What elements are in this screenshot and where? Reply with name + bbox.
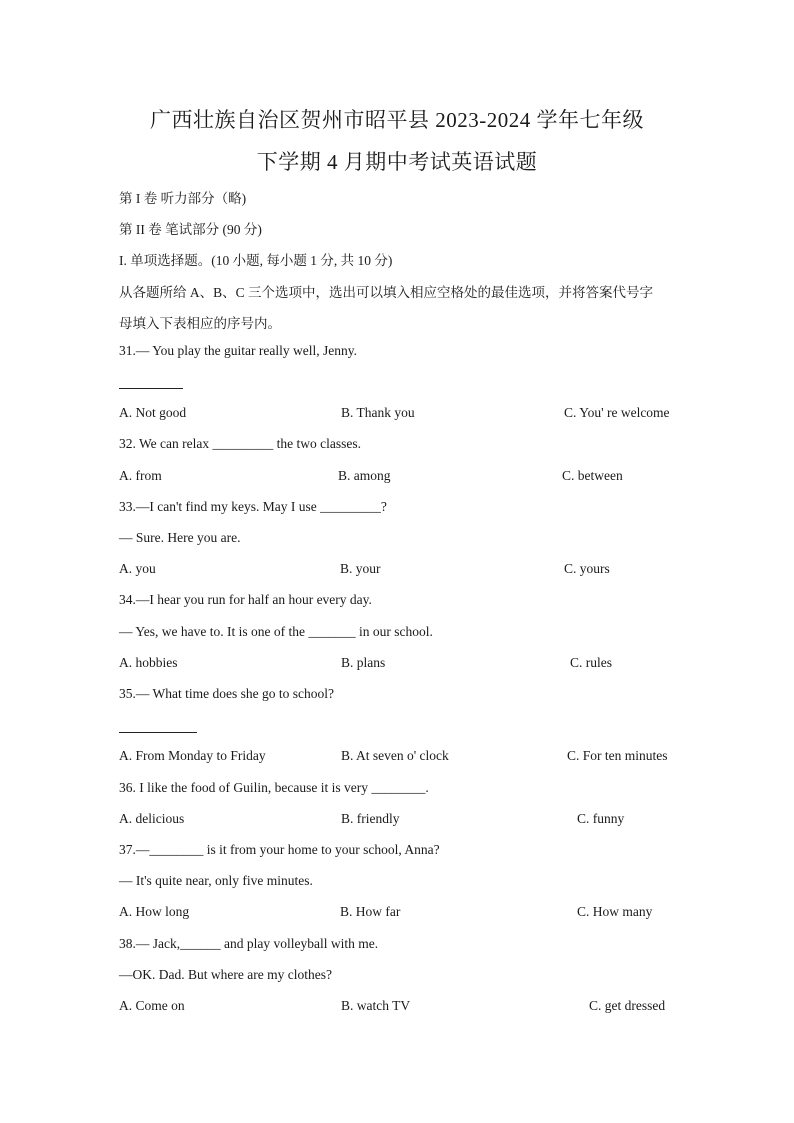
question-31-stem: 31.— You play the guitar really well, Jenny.	[119, 343, 357, 358]
question-31-answer-blank	[119, 388, 183, 389]
question-32-stem: 32. We can relax _________ the two classes.	[119, 436, 361, 451]
section-heading: I. 单项选择题。(10 小题, 每小题 1 分, 共 10 分)	[119, 253, 393, 268]
question-36-option-a: A. delicious	[119, 811, 185, 826]
question-33-option-b: B. your	[340, 561, 381, 576]
instruction-line-2: 母填入下表相应的序号内。	[119, 316, 281, 331]
question-36-stem: 36. I like the food of Guilin, because it is very ________.	[119, 780, 429, 795]
part-1-heading: 第 I 卷 听力部分（略)	[119, 191, 247, 206]
question-34-option-c: C. rules	[570, 655, 612, 670]
instruction-line-1: 从各题所给 A、B、C 三个选项中，选出可以填入相应空格处的最佳选项，并将答案代号字	[119, 285, 654, 300]
question-31-option-b: B. Thank you	[341, 405, 415, 420]
question-37-reply: — It's quite near, only five minutes.	[119, 873, 313, 888]
exam-title-line-1: 广西壮族自治区贺州市昭平县 2023-2024 学年七年级	[150, 108, 644, 132]
question-31-option-c: C. You' re welcome	[564, 405, 670, 420]
question-34-option-a: A. hobbies	[119, 655, 178, 670]
question-33-reply: — Sure. Here you are.	[119, 530, 241, 545]
question-32-option-c: C. between	[562, 468, 623, 483]
question-35-answer-blank	[119, 732, 197, 733]
question-38-stem: 38.— Jack,______ and play volleyball with me.	[119, 936, 379, 951]
question-38-reply: —OK. Dad. But where are my clothes?	[119, 967, 332, 982]
question-37-option-b: B. How far	[340, 904, 401, 919]
question-32-option-b: B. among	[338, 468, 391, 483]
question-38-option-a: A. Come on	[119, 998, 185, 1013]
question-34-option-b: B. plans	[341, 655, 386, 670]
question-35-option-a: A. From Monday to Friday	[119, 748, 266, 763]
question-38-option-c: C. get dressed	[589, 998, 666, 1013]
question-37-option-c: C. How many	[577, 904, 653, 919]
question-35-stem: 35.— What time does she go to school?	[119, 686, 334, 701]
question-36-option-b: B. friendly	[341, 811, 400, 826]
question-32-option-a: A. from	[119, 468, 162, 483]
question-33-option-c: C. yours	[564, 561, 610, 576]
question-35-option-c: C. For ten minutes	[567, 748, 668, 763]
question-31-option-a: A. Not good	[119, 405, 187, 420]
question-36-option-c: C. funny	[577, 811, 625, 826]
exam-title-line-2: 下学期 4 月期中考试英语试题	[256, 150, 538, 174]
question-35-option-b: B. At seven o' clock	[341, 748, 449, 763]
question-37-stem: 37.—________ is it from your home to your school, Anna?	[119, 842, 440, 857]
question-37-option-a: A. How long	[119, 904, 190, 919]
question-34-stem: 34.—I hear you run for half an hour every day.	[119, 592, 372, 607]
question-33-stem: 33.—I can't find my keys. May I use _________?	[119, 499, 387, 514]
part-2-heading: 第 II 卷 笔试部分 (90 分)	[119, 222, 262, 237]
question-38-option-b: B. watch TV	[341, 998, 411, 1013]
question-33-option-a: A. you	[119, 561, 156, 576]
question-34-reply: — Yes, we have to. It is one of the _______ in our school.	[119, 624, 433, 639]
